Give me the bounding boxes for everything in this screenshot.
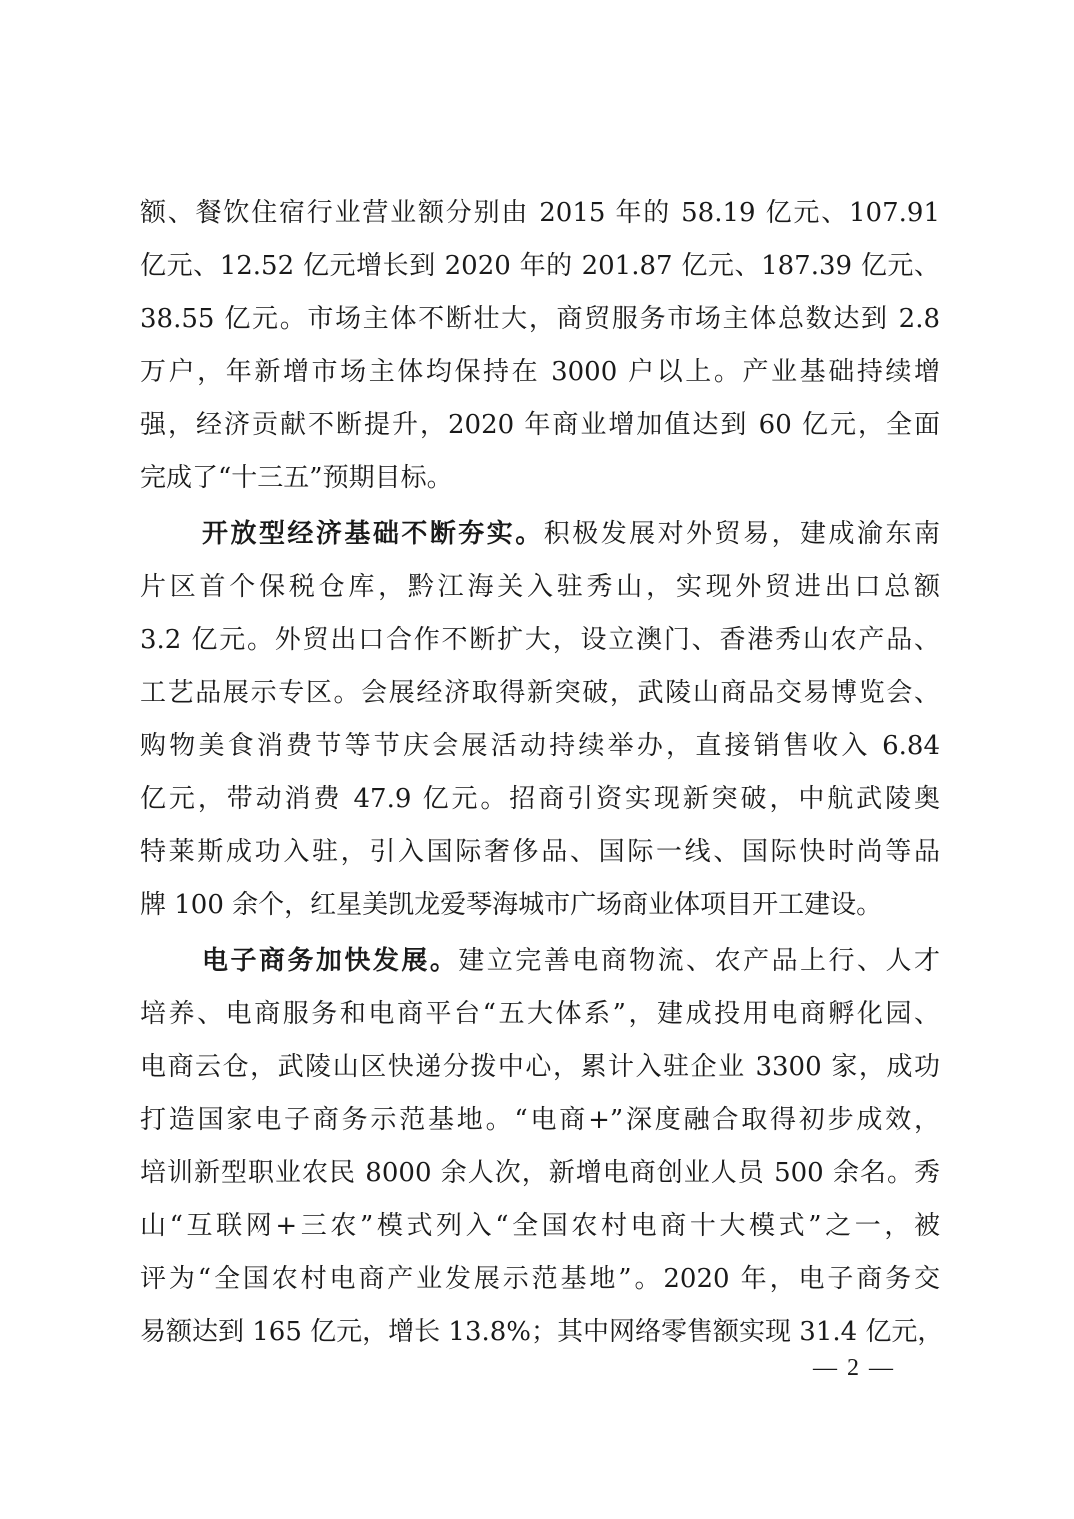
text-line: 购物美食消费节等节庆会展活动持续举办，直接销售收入 6.84 bbox=[140, 731, 940, 761]
heading-line-rest: 建立完善电商物流、农产品上行、人才 bbox=[458, 946, 940, 976]
document-body bbox=[140, 187, 944, 1359]
paragraph-business-growth bbox=[140, 187, 940, 505]
text-line: 易额达到 165 亿元，增长 13.8%；其中网络零售额实现 31.4 亿元， bbox=[140, 1317, 944, 1347]
text-line: 评为“全国农村电商产业发展示范基地”。2020 年，电子商务交 bbox=[140, 1264, 940, 1294]
text-line: 亿元、12.52 亿元增长到 2020 年的 201.87 亿元、187.39 亿元、 bbox=[140, 251, 940, 281]
text-line: 亿元，带动消费 47.9 亿元。招商引资实现新突破，中航武陵奥 bbox=[140, 784, 940, 814]
text-line: 片区首个保税仓库，黔江海关入驻秀山，实现外贸进出口总额 bbox=[140, 572, 940, 602]
text-line: 培训新型职业农民 8000 余人次，新增电商创业人员 500 余名。秀 bbox=[140, 1158, 940, 1188]
text-line: 培养、电商服务和电商平台“五大体系”，建成投用电商孵化园、 bbox=[140, 999, 940, 1029]
text-line bbox=[140, 508, 940, 561]
text-line: 额、餐饮住宿行业营业额分别由 2015 年的 58.19 亿元、107.91 bbox=[140, 198, 940, 228]
text-line: 牌 100 余个，红星美凯龙爱琴海城市广场商业体项目开工建设。 bbox=[140, 890, 883, 920]
text-line: 山“互联网+三农”模式列入“全国农村电商十大模式”之一，被 bbox=[140, 1211, 940, 1241]
page-number: — 2 — bbox=[813, 1355, 895, 1381]
text-line: 完成了“十三五”预期目标。 bbox=[140, 463, 453, 493]
text-line: 3.2 亿元。外贸出口合作不断扩大，设立澳门、香港秀山农产品、 bbox=[140, 625, 940, 655]
paragraph-ecommerce bbox=[140, 935, 944, 1359]
paragraph-open-economy bbox=[140, 508, 940, 932]
text-line: 万户，年新增市场主体均保持在 3000 户以上。产业基础持续增 bbox=[140, 357, 940, 387]
paragraph-heading: 开放型经济基础不断夯实。 bbox=[202, 519, 544, 549]
text-line: 电商云仓，武陵山区快递分拨中心，累计入驻企业 3300 家，成功 bbox=[140, 1052, 940, 1082]
text-line: 强，经济贡献不断提升，2020 年商业增加值达到 60 亿元，全面 bbox=[140, 410, 940, 440]
text-line: 打造国家电子商务示范基地。“电商+”深度融合取得初步成效， bbox=[140, 1105, 940, 1135]
text-line bbox=[140, 935, 940, 988]
text-line: 特莱斯成功入驻，引入国际奢侈品、国际一线、国际快时尚等品 bbox=[140, 837, 940, 867]
text-line: 工艺品展示专区。会展经济取得新突破，武陵山商品交易博览会、 bbox=[140, 678, 940, 708]
text-line: 38.55 亿元。市场主体不断壮大，商贸服务市场主体总数达到 2.8 bbox=[140, 304, 940, 334]
heading-line-rest: 积极发展对外贸易，建成渝东南 bbox=[543, 519, 940, 549]
paragraph-heading: 电子商务加快发展。 bbox=[202, 946, 459, 976]
